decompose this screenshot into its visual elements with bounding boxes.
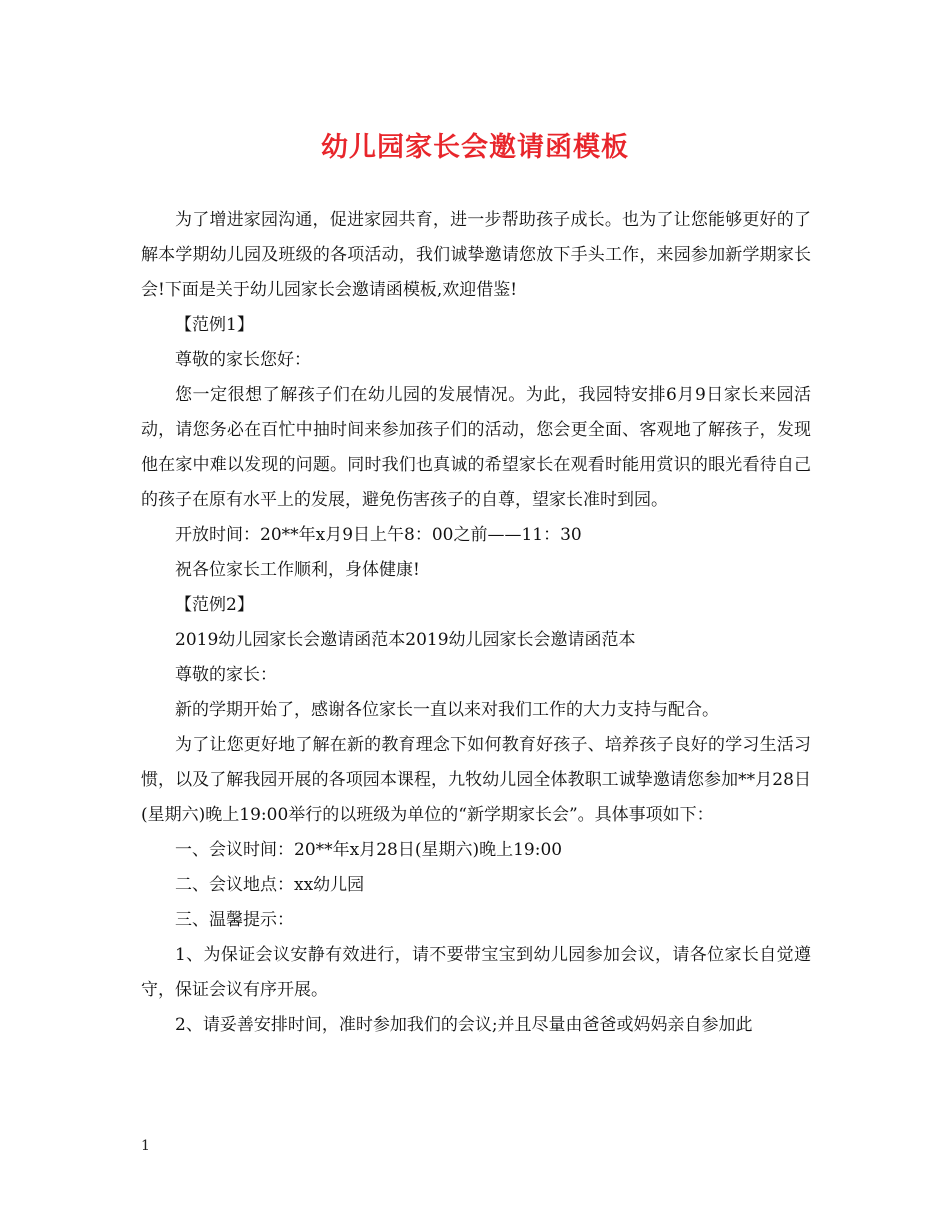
tip-1: 1、为保证会议安静有效进行，请不要带宝宝到幼儿园参加会议，请各位家长自觉遵守，保证会议有序开展。 bbox=[141, 945, 811, 1000]
salutation-2: 尊敬的家长： bbox=[175, 665, 277, 685]
document-title: 幼儿园家长会邀请函模板 bbox=[321, 132, 629, 163]
open-time: 开放时间：20**年x月9日上午8：00之前——11：30 bbox=[175, 525, 582, 545]
tip-2: 2、请妥善安排时间，准时参加我们的会议;并且尽量由爸爸或妈妈亲自参加此 bbox=[175, 1015, 753, 1035]
document-body bbox=[141, 203, 811, 1043]
intro-paragraph: 为了增进家园沟通，促进家园共育，进一步帮助孩子成长。也为了让您能够更好的了解本学期幼儿园及班级的各项活动，我们诚挚邀请您放下手头工作，来园参加新学期家长会!下面是关于幼儿园家长会邀请函模板,欢迎借鉴! bbox=[141, 210, 811, 300]
meeting-location: 二、会议地点：xx幼儿园 bbox=[175, 875, 365, 895]
salutation-1: 尊敬的家长您好： bbox=[175, 350, 311, 370]
example-2-heading: 【范例2】 bbox=[175, 595, 254, 615]
example-1-heading: 【范例1】 bbox=[175, 315, 254, 335]
meeting-time: 一、会议时间：20**年x月28日(星期六)晚上19:00 bbox=[175, 840, 563, 860]
example-1-body: 您一定很想了解孩子们在幼儿园的发展情况。为此，我园特安排6月9日家长来园活动，请您务必在百忙中抽时间来参加孩子们的活动，您会更全面、客观地了解孩子，发现他在家中难以发现的问题。同时我们也真诚的希望家长在观看时能用赏识的眼光看待自己的孩子在原有水平上的发展，避免伤害孩子的自尊，望家长准时到园。 bbox=[141, 385, 811, 510]
example-2-intro: 新的学期开始了，感谢各位家长一直以来对我们工作的大力支持与配合。 bbox=[175, 700, 719, 720]
closing-wish: 祝各位家长工作顺利，身体健康! bbox=[175, 560, 420, 580]
tips-heading: 三、温馨提示： bbox=[175, 910, 294, 930]
example-2-subtitle: 2019幼儿园家长会邀请函范本2019幼儿园家长会邀请函范本 bbox=[175, 630, 636, 650]
example-2-body: 为了让您更好地了解在新的教育理念下如何教育好孩子、培养孩子良好的学习生活习惯，以及了解我园开展的各项园本课程，九牧幼儿园全体教职工诚挚邀请您参加**月28日(星期六)晚上19:00举行的以班级为单位的“新学期家长会”。具体事项如下： bbox=[141, 735, 811, 825]
page-number: 1 bbox=[141, 1138, 150, 1154]
